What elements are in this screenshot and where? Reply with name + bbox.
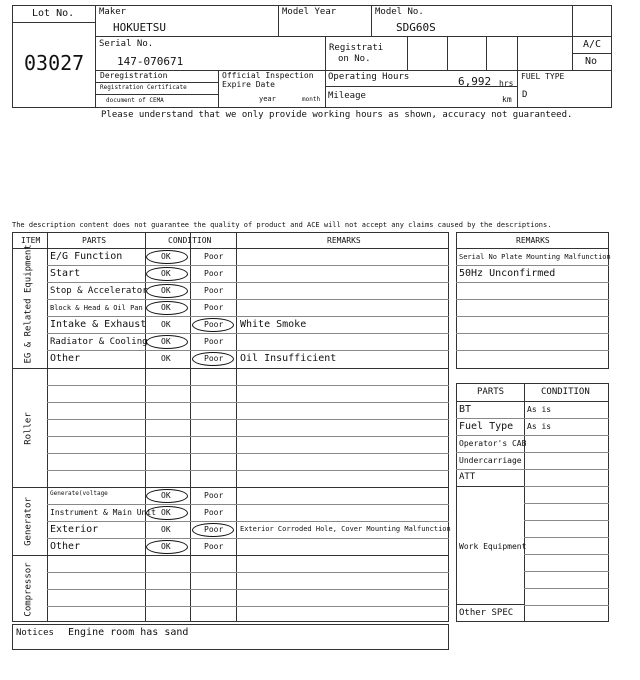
ok-label: OK [161,354,171,363]
col-remarks-header: REMARKS [327,236,361,245]
eg-part: Other [50,353,81,364]
model-no-label: Model No. [375,7,424,17]
poor-label: Poor [204,269,224,278]
parts-panel-part: Undercarriage [459,456,522,465]
eg-part: Intake & Exhaust [50,319,147,330]
ok-label: OK [161,286,171,295]
notices-value: Engine room has sand [68,627,189,638]
gen-part: Instrument & Main Unit [50,508,156,517]
poor-label: Poor [204,542,224,551]
parts-panel-col-parts: PARTS [477,387,505,397]
ok-label: OK [161,337,171,346]
ac-label: A/C [583,39,602,50]
poor-label: Poor [204,286,224,295]
parts-panel-col-condition: CONDITION [541,387,590,397]
official-inspection-label: Official Inspection [222,71,314,80]
gen-part: Generate(voltage [50,490,108,497]
parts-panel-part: ATT [459,472,476,482]
maker-value: HOKUETSU [113,21,166,34]
remarks-panel-title: REMARKS [516,236,550,245]
deregistration-label: Deregistration [100,71,168,80]
serial-value: 147-070671 [117,55,184,68]
remarks-line: Serial No Plate Mounting Malfunction [459,253,611,261]
ok-label: OK [161,303,171,312]
fuel-type-label: FUEL TYPE [521,72,565,81]
poor-label: Poor [204,354,224,363]
notices-label: Notices [16,628,54,638]
month-label: month [302,96,321,103]
section-eg-label: EG & Related Equipment [23,244,34,364]
section-compressor-label: Compressor [23,562,34,617]
ac-value: No [585,56,598,67]
poor-label: Poor [204,303,224,312]
remarks-line: 50Hz Unconfirmed [459,268,556,279]
eg-part: Radiator & Cooling [50,337,148,347]
registration-certificate-label: Registration Certificate [100,84,187,91]
eg-part: Block & Head & Oil Pan [50,304,143,312]
ok-label: OK [161,252,171,261]
col-condition-header: CONDITION [168,236,212,245]
description-note: The description content does not guarantee the quality of product and ACE will not accept any claims caused by the descriptions. [12,221,552,229]
section-generator-label: Generator [23,497,34,546]
parts-panel-part: BT [459,404,472,415]
year-label: year [259,95,276,103]
poor-label: Poor [204,252,224,261]
lot-label: Lot No. [32,8,75,19]
eg-remark: White Smoke [240,319,307,330]
gen-remark: Exterior Corroded Hole, Cover Mounting Malfunction [240,525,451,533]
parts-panel-condition: As is [527,405,552,414]
cema-document-label: document of CEMA [106,97,164,104]
mileage-label: Mileage [328,91,366,101]
hours-disclaimer: Please understand that we only provide working hours as shown, accuracy not guaranteed. [101,110,573,120]
registration-label-1: Registrati [329,43,384,53]
poor-label: Poor [204,508,224,517]
operating-hours-label: Operating Hours [328,72,410,82]
poor-label: Poor [204,525,224,534]
registration-label-2: on No. [338,54,371,64]
col-item-header: ITEM [21,236,41,245]
maker-label: Maker [99,7,127,17]
gen-part: Other [50,541,81,552]
eg-part: Stop & Accelerator [50,286,148,296]
eg-part: E/G Function [50,251,123,262]
ok-label: OK [161,269,171,278]
poor-label: Poor [204,320,224,329]
km-label: km [502,95,512,104]
ok-label: OK [161,320,171,329]
model-year-label: Model Year [282,7,337,17]
parts-panel-part: Operator's CAB [459,439,527,448]
expire-date-label: Expire Date [222,80,275,89]
parts-panel-part: Other SPEC [459,608,514,618]
fuel-type-value: D [522,90,528,100]
gen-part: Exterior [50,524,99,535]
parts-panel-part: Work Equipment [459,542,527,551]
ok-label: OK [161,525,171,534]
ok-label: OK [161,508,171,517]
hrs-label: hrs [499,79,514,88]
eg-part: Start [50,268,81,279]
poor-label: Poor [204,337,224,346]
eg-remark: Oil Insufficient [240,353,337,364]
parts-panel-condition: As is [527,422,552,431]
lot-number: 03027 [24,51,85,75]
model-no-value: SDG60S [396,21,436,34]
section-roller-label: Roller [23,412,34,445]
serial-label: Serial No. [99,39,154,49]
operating-hours-value: 6,992 [458,75,492,88]
ok-label: OK [161,491,171,500]
col-parts-header: PARTS [82,236,107,245]
poor-label: Poor [204,491,224,500]
parts-panel-part: Fuel Type [459,421,514,432]
ok-label: OK [161,542,171,551]
